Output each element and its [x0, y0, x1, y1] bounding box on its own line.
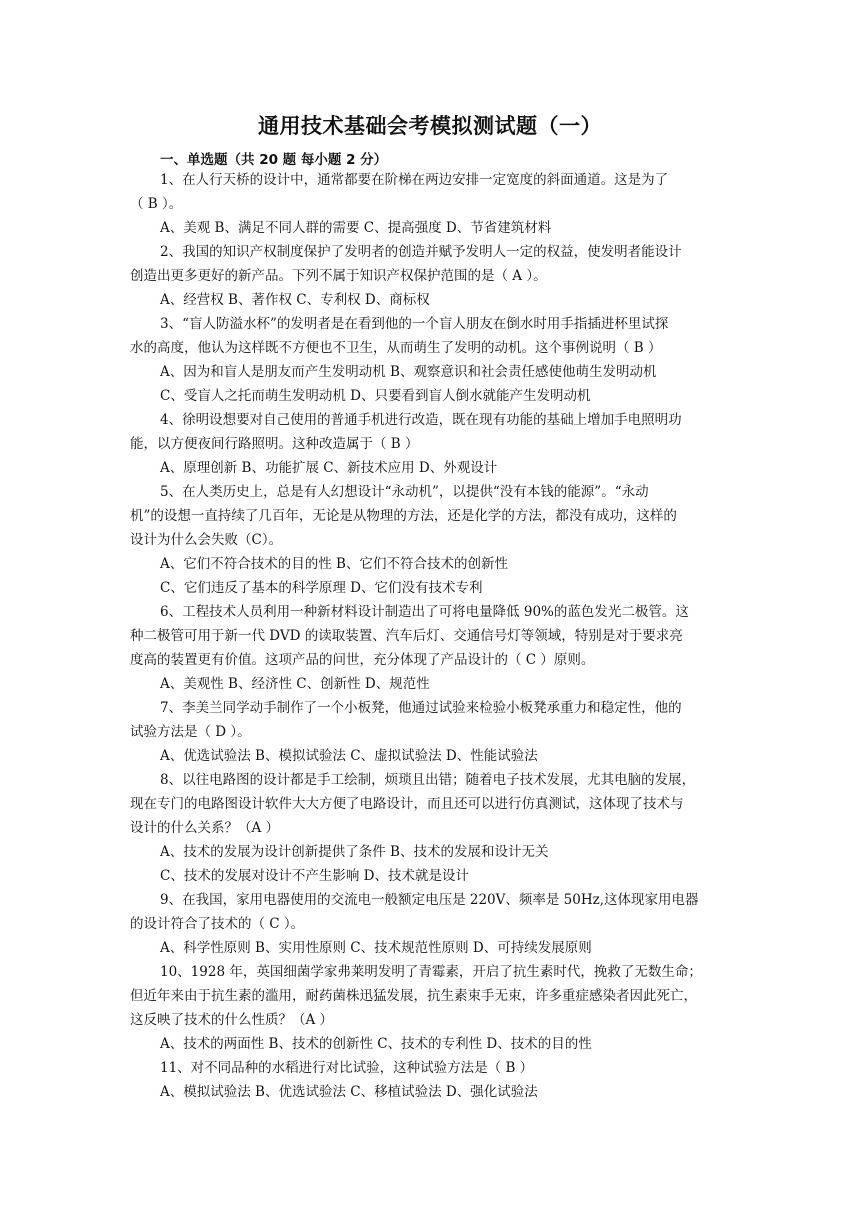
text-line: 9、在我国，家用电器使用的交流电一般额定电压是 220V、频率是 50Hz,这体现家用电器	[160, 892, 699, 908]
text-line: 5、在人类历史上，总是有人幻想设计“永动机”，以提供“没有本钱的能源”。“永动	[160, 484, 649, 500]
text-line: A、科学性原则 B、实用性原则 C、技术规范性原则 D、可持续发展原则	[160, 940, 592, 956]
text-line: 设计为什么会失败（C）。	[130, 532, 283, 548]
text-line: A、技术的两面性 B、技术的创新性 C、技术的专利性 D、技术的目的性	[160, 1036, 592, 1052]
text-line: 这反映了技术的什么性质？（A ）	[130, 1012, 334, 1028]
text-line: A、经营权 B、著作权 C、专利权 D、商标权	[160, 292, 430, 308]
text-line: 6、工程技术人员利用一种新材料设计制造出了可将电量降低 90%的蓝色发光二极管。这	[160, 604, 689, 620]
text-line: 11、对不同品种的水稻进行对比试验，这种试验方法是（ B ）	[160, 1060, 534, 1076]
text-line: A、原理创新 B、功能扩展 C、新技术应用 D、外观设计	[160, 460, 498, 476]
text-line: 的设计符合了技术的（ C ）。	[130, 916, 305, 932]
text-line: 水的高度，他认为这样既不方便也不卫生，从而萌生了发明的动机。这个事例说明（ B ）	[130, 340, 662, 356]
text-line: 10、1928 年，英国细菌学家弗莱明发明了青霉素，开启了抗生素时代，挽救了无数生命；	[160, 964, 702, 980]
text-line: C、技术的发展对设计不产生影响 D、技术就是设计	[160, 868, 469, 884]
text-line: 4、徐明设想要对自己使用的普通手机进行改造，既在现有功能的基础上增加手电照明功	[160, 412, 682, 428]
text-line: 1、在人行天桥的设计中，通常都要在阶梯在两边安排一定宽度的斜面通道。这是为了	[160, 172, 669, 188]
text-line: A、模拟试验法 B、优选试验法 C、移植试验法 D、强化试验法	[160, 1084, 538, 1100]
text-line: 设计的什么关系？（A ）	[130, 820, 280, 836]
document-title: 通用技术基础会考模拟测试题（一）	[258, 114, 602, 138]
text-line: 试验方法是（ D ）。	[130, 724, 251, 740]
section-heading: 一、单选题（共 20 题 每小题 2 分）	[160, 152, 388, 168]
text-line: A、优选试验法 B、模拟试验法 C、虚拟试验法 D、性能试验法	[160, 748, 538, 764]
question-body	[130, 168, 735, 1104]
text-line: 现在专门的电路图设计软件大大方便了电路设计，而且还可以进行仿真测试，这体现了技术与	[130, 796, 684, 812]
text-line: 8、以往电路图的设计都是手工绘制，烦琐且出错；随着电子技术发展，尤其电脑的发展，	[160, 772, 696, 788]
text-line: 度高的装置更有价值。这项产品的问世，充分体现了产品设计的（ C ）原则。	[130, 652, 595, 668]
text-line: 机”的设想一直持续了几百年，无论是从物理的方法，还是化学的方法，都没有成功，这样的	[130, 508, 677, 524]
text-line: 7、李美兰同学动手制作了一个小板凳，他通过试验来检验小板凳承重力和稳定性，他的	[160, 700, 682, 716]
text-line: 3、“盲人防溢水杯”的发明者是在看到他的一个盲人朋友在倒水时用手指插进杯里试探	[160, 316, 669, 332]
text-line: 能，以方便夜间行路照明。这种改造属于（ B ）	[130, 436, 419, 452]
text-line: A、因为和盲人是朋友而产生发明动机 B、观察意识和社会责任感使他萌生发明动机	[160, 364, 657, 380]
text-line: （ B ）。	[130, 196, 183, 212]
text-line: A、它们不符合技术的目的性 B、它们不符合技术的创新性	[160, 556, 508, 572]
text-line: A、技术的发展为设计创新提供了条件 B、技术的发展和设计无关	[160, 844, 549, 860]
text-line: A、美观性 B、经济性 C、创新性 D、规范性	[160, 676, 430, 692]
text-line: 种二极管可用于新一代 DVD 的读取装置、汽车后灯、交通信号灯等领域，特别是对于要求亮	[130, 628, 683, 644]
text-line: 2、我国的知识产权制度保护了发明者的创造并赋予发明人一定的权益，使发明者能设计	[160, 244, 682, 260]
text-line: A、美观 B、满足不同人群的需要 C、提高强度 D、节省建筑材料	[160, 220, 552, 236]
text-line: 创造出更多更好的新产品。下列不属于知识产权保护范围的是（ A ）。	[130, 268, 547, 284]
text-line: 但近年来由于抗生素的滥用，耐药菌株迅猛发展，抗生素束手无束，许多重症感染者因此死亡，	[130, 988, 697, 1004]
text-line: C、受盲人之托而萌生发明动机 D、只要看到盲人倒水就能产生发明动机	[160, 388, 591, 404]
text-line: C、它们违反了基本的科学原理 D、它们没有技术专利	[160, 580, 483, 596]
